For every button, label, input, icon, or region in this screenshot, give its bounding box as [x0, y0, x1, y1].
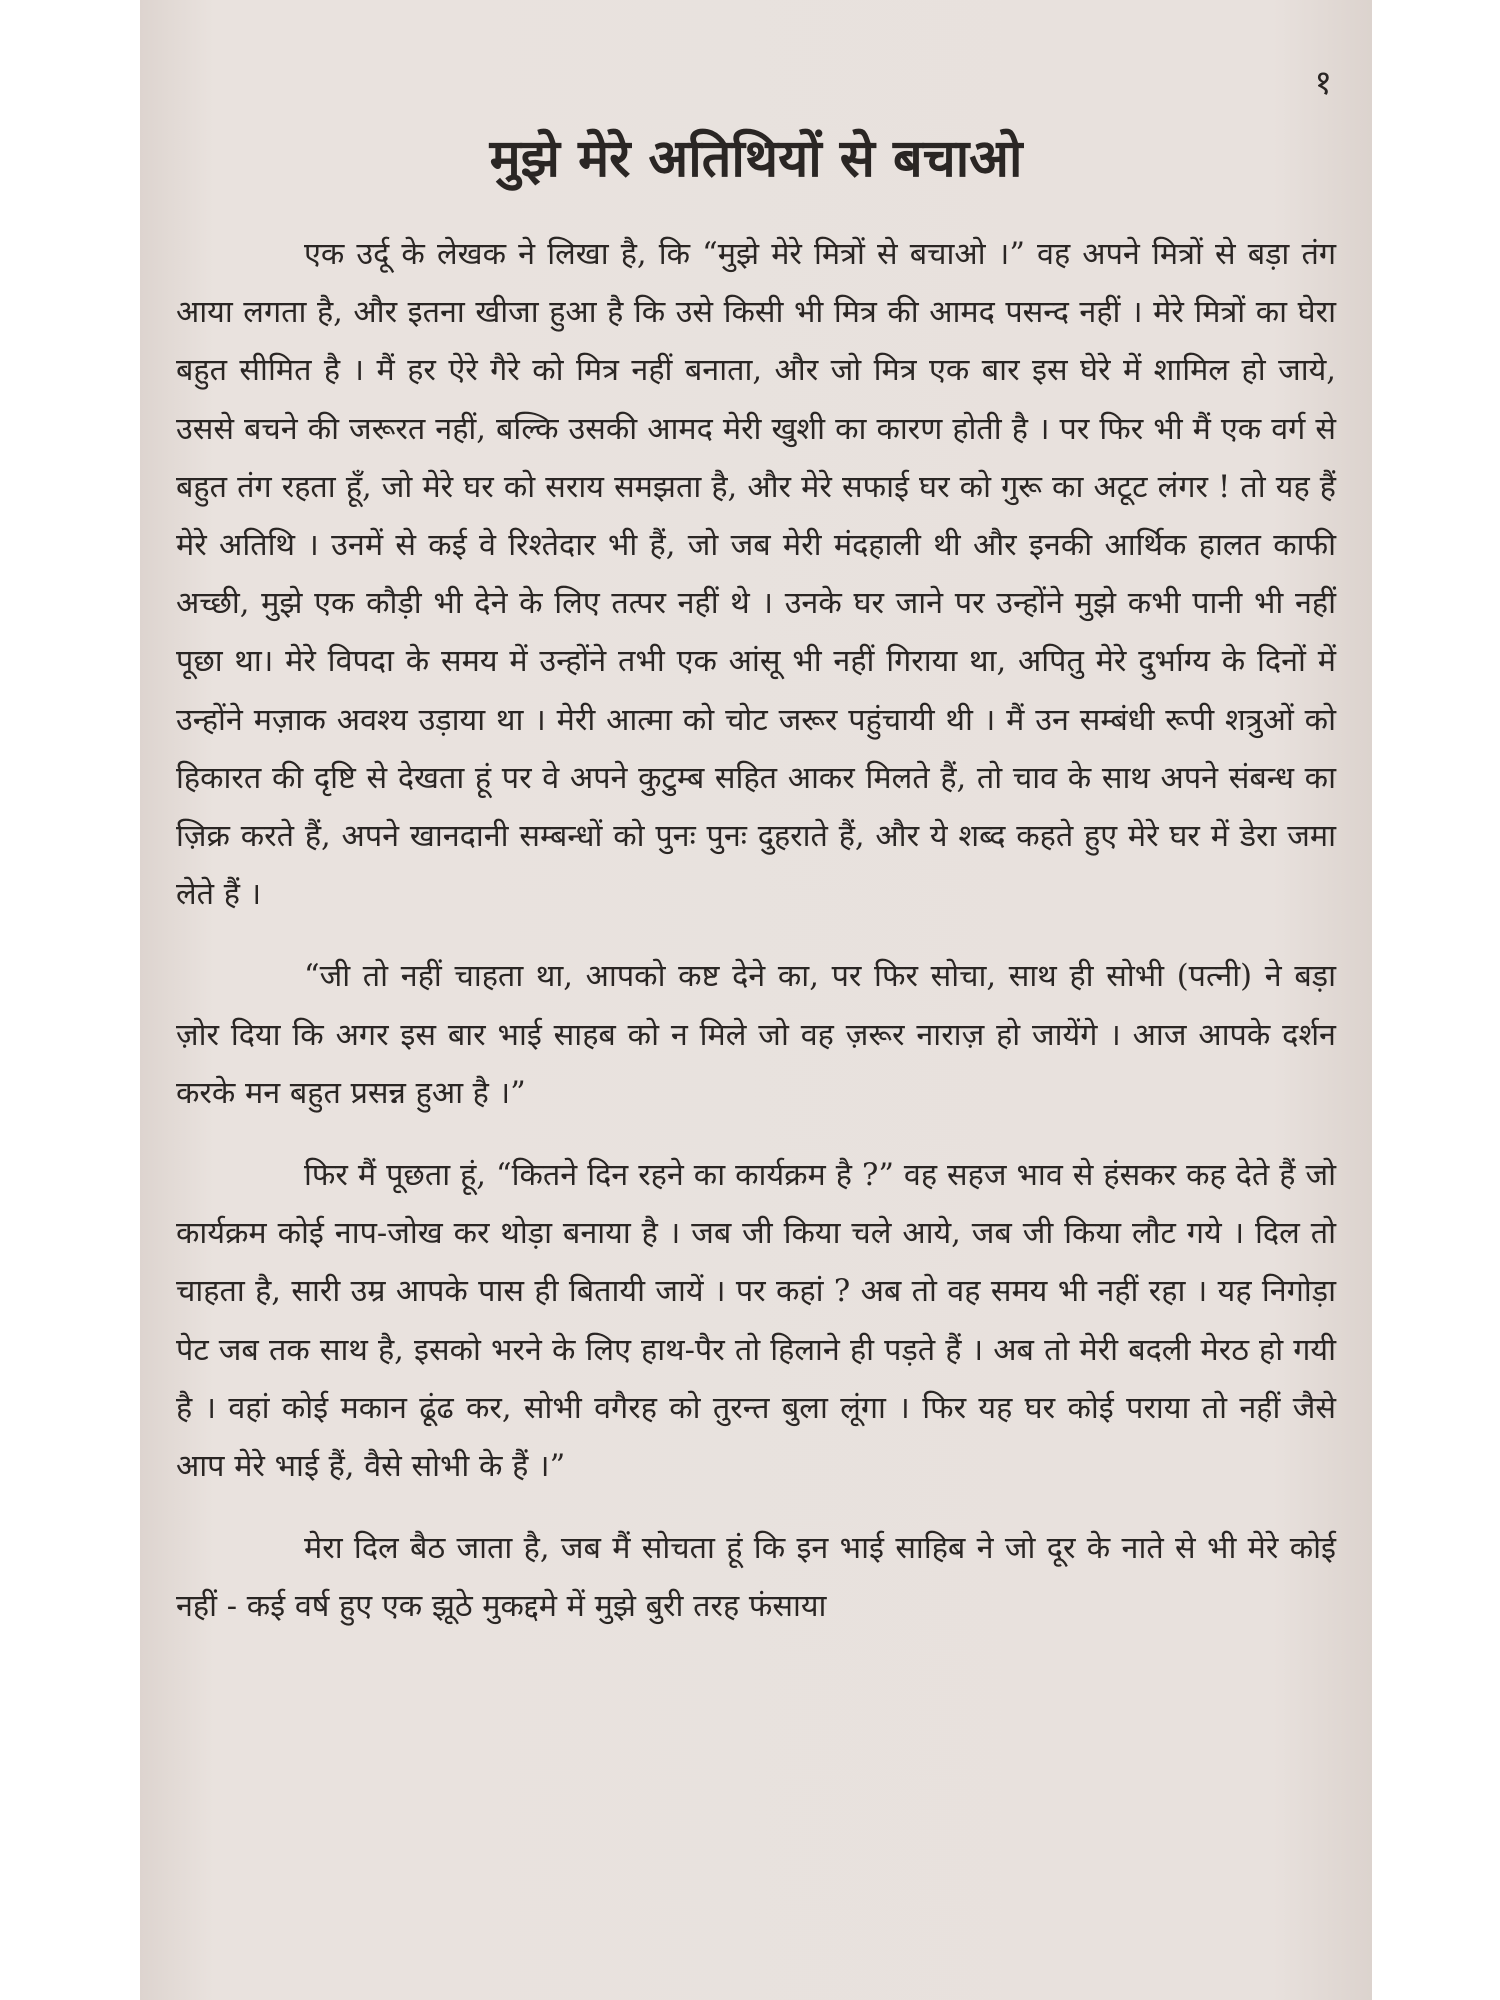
paragraph: फिर मैं पूछता हूं, “कितने दिन रहने का कार्यक्रम है ?” वह सहज भाव से हंसकर कह देते हैं जो कार्यक्रम कोई नाप-जोख कर थोड़ा बनाया है । जब जी किया चले आये, जब जी किया लौट गये । दिल तो चाहता है, सारी उम्र आपके पास ही बितायी जायें । पर कहां ? अब तो वह समय भी नहीं रहा । यह निगोड़ा पेट जब तक साथ है, इसको भरने के लिए हाथ-पैर तो हिलाने ही पड़ते हैं । अब तो मेरी बदली मेरठ हो गयी है । वहां कोई मकान ढूंढ कर, सोभी वगैरह को तुरन्त बुला लूंगा । फिर यह घर कोई पराया तो नहीं जैसे आप मेरे भाई हैं, वैसे सोभी के हैं ।”	[176, 1158, 1336, 1485]
paragraph: एक उर्दू के लेखक ने लिखा है, कि “मुझे मेरे मित्रों से बचाओ ।” वह अपने मित्रों से बड़ा तंग आया लगता है, और इतना खीजा हुआ है कि उसे किसी भी मित्र की आमद पसन्द नहीं । मेरे मित्रों का घेरा बहुत सीमित है । मैं हर ऐरे गैरे को मित्र नहीं बनाता, और जो मित्र एक बार इस घेरे में शामिल हो जाये, उससे बचने की जरूरत नहीं, बल्कि उसकी आमद मेरी खुशी का कारण होती है । पर फिर भी मैं एक वर्ग से बहुत तंग रहता हूँ, जो मेरे घर को सराय समझता है, और मेरे सफाई घर को गुरू का अटूट लंगर ! तो यह हैं मेरे अतिथि । उनमें से कई वे रिश्तेदार भी हैं, जो जब मेरी मंदहाली थी और इनकी आर्थिक हालत काफी अच्छी, मुझे एक कौड़ी भी देने के लिए तत्पर नहीं थे । उनके घर जाने पर उन्होंने मुझे कभी पानी भी नहीं पूछा था। मेरे विपदा के समय में उन्होंने तभी एक आंसू भी नहीं गिराया था, अपितु मेरे दुर्भाग्य के दिनों में उन्होंने मज़ाक अवश्य उड़ाया था । मेरी आत्मा को चोट जरूर पहुंचायी थी । मैं उन सम्बंधी रूपी शत्रुओं को हिकारत की दृष्टि से देखता हूं पर वे अपने कुटुम्ब सहित आकर मिलते हैं, तो चाव के साथ अपने संबन्ध का ज़िक्र करते हैं, अपने खानदानी सम्बन्धों को पुनः पुनः दुहराते हैं, और ये शब्द कहते हुए मेरे घर में डेरा जमा लेते हैं ।	[176, 237, 1336, 913]
page-number: १	[1314, 63, 1332, 103]
book-page	[140, 0, 1372, 2000]
paragraph: “जी तो नहीं चाहता था, आपको कष्ट देने का, पर फिर सोचा, साथ ही सोभी (पत्नी) ने बड़ा ज़ोर दिया कि अगर इस बार भाई साहब को न मिले जो वह ज़रूर नाराज़ हो जायेंगे । आज आपके दर्शन करके मन बहुत प्रसन्न हुआ है ।”	[176, 959, 1336, 1111]
body-text	[176, 226, 1336, 1637]
chapter-title: मुझे मेरे अतिथियों से बचाओ	[489, 128, 1023, 189]
paragraph: मेरा दिल बैठ जाता है, जब मैं सोचता हूं कि इन भाई साहिब ने जो दूर के नाते से भी मेरे कोई नहीं - कई वर्ष हुए एक झूठे मुकद्दमे में मुझे बुरी तरह फंसाया	[176, 1531, 1336, 1625]
